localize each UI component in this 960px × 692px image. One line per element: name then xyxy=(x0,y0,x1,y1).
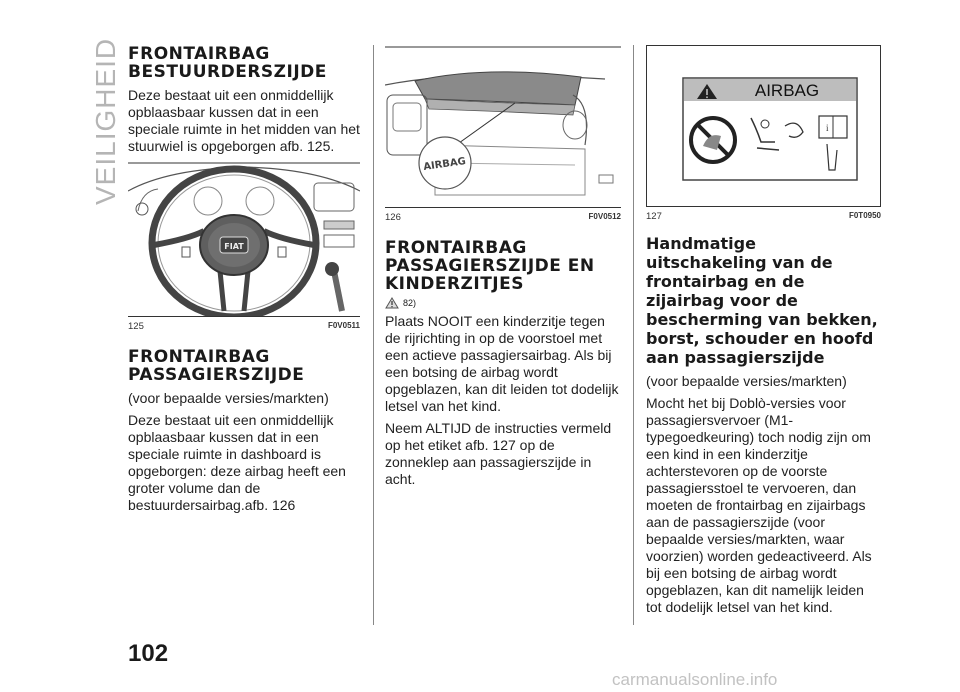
dashboard-airbag-illustration xyxy=(385,45,621,207)
warning-reference xyxy=(385,297,621,309)
paragraph-never-rearward: Plaats NOOIT een kinderzitje tegen de rijrichting in op de voorstoel met een actieve passagiersairbag. Als bij een botsing de airbag wordt opgeblazen, kan dit leiden tot dodelijk letsel van het kind. xyxy=(385,313,619,414)
heading-driver-airbag: FRONTAIRBAG BESTUURDERSZIJDE xyxy=(128,44,327,82)
label-title: AIRBAG xyxy=(754,81,820,100)
airbag-warning-label-illustration xyxy=(647,46,880,206)
svg-text:FIAT: FIAT xyxy=(224,242,244,251)
column-divider xyxy=(633,45,634,625)
warning-triangle-icon xyxy=(385,297,399,309)
airbag-embossed-label: AIRBAG xyxy=(422,156,467,173)
column-1 xyxy=(128,45,360,519)
figure-127 xyxy=(646,45,881,207)
figure-125-caption xyxy=(128,321,360,332)
paragraph-always-instructions: Neem ALTIJD de instructies vermeld op het etiket afb. 127 op de zonneklep aan passagierszijde in acht. xyxy=(385,420,612,487)
paragraph-versions: (voor bepaalde versies/markten) xyxy=(128,390,329,406)
column-3 xyxy=(646,45,881,621)
page-number: 102 xyxy=(128,640,169,667)
figure-code: F0V0511 xyxy=(327,321,360,330)
figure-number: 126 xyxy=(385,212,401,223)
watermark: carmanualsonline.info xyxy=(612,670,778,689)
figure-125 xyxy=(128,161,360,317)
heading-child-seats: FRONTAIRBAG PASSAGIERSZIJDE EN KINDERZITJES xyxy=(385,238,595,294)
figure-code: F0V0512 xyxy=(588,212,621,221)
heading-passenger-airbag: FRONTAIRBAG PASSAGIERSZIJDE xyxy=(128,347,305,385)
paragraph-doblo-deactivation: Mocht het bij Doblò-versies voor passagiersvervoer (M1-typegoedkeuring) toch nodig zijn om een kind in een kinderzitje achterstevoren op de voorste passagiersstoel te vervoeren, dan moeten de frontairbag en zijairbags aan de passagierszijde (voor bepaalde versies/markten, waar voorzien) worden gedeactiveerd. Als bij een botsing de airbag wordt opgeblazen, kan dit namelijk leiden tot dodelijk letsel van het kind. xyxy=(646,395,872,615)
column-divider xyxy=(373,45,374,625)
warning-ref-number: 82) xyxy=(403,298,417,308)
figure-number: 125 xyxy=(128,321,144,332)
paragraph-driver-airbag: Deze bestaat uit een onmiddellijk opblaasbaar kussen dat in een speciale ruimte in het midden van het stuurwiel is opgeborgen afb. 125. xyxy=(128,87,360,154)
column-2 xyxy=(385,45,621,493)
svg-text:i: i xyxy=(826,123,829,133)
figure-code: F0T0950 xyxy=(848,211,881,220)
steering-wheel-illustration xyxy=(128,161,360,316)
section-side-label: VEILIGHEID xyxy=(90,37,121,205)
heading-manual-deactivation: Handmatige uitschakeling van de frontairbag en de zijairbag voor de bescherming van bekken, borst, schouder en hoofd aan passagierszijde xyxy=(646,234,878,367)
figure-number: 127 xyxy=(646,211,662,222)
paragraph-versions: (voor bepaalde versies/markten) xyxy=(646,373,847,389)
figure-127-caption xyxy=(646,211,881,222)
paragraph-passenger-airbag: Deze bestaat uit een onmiddellijk opblaasbaar kussen dat in een speciale ruimte in dashboard is opgeborgen: deze airbag heeft een groter volume dan de bestuurdersairbag.afb. 126 xyxy=(128,412,346,513)
figure-126 xyxy=(385,45,621,208)
figure-126-caption xyxy=(385,212,621,223)
